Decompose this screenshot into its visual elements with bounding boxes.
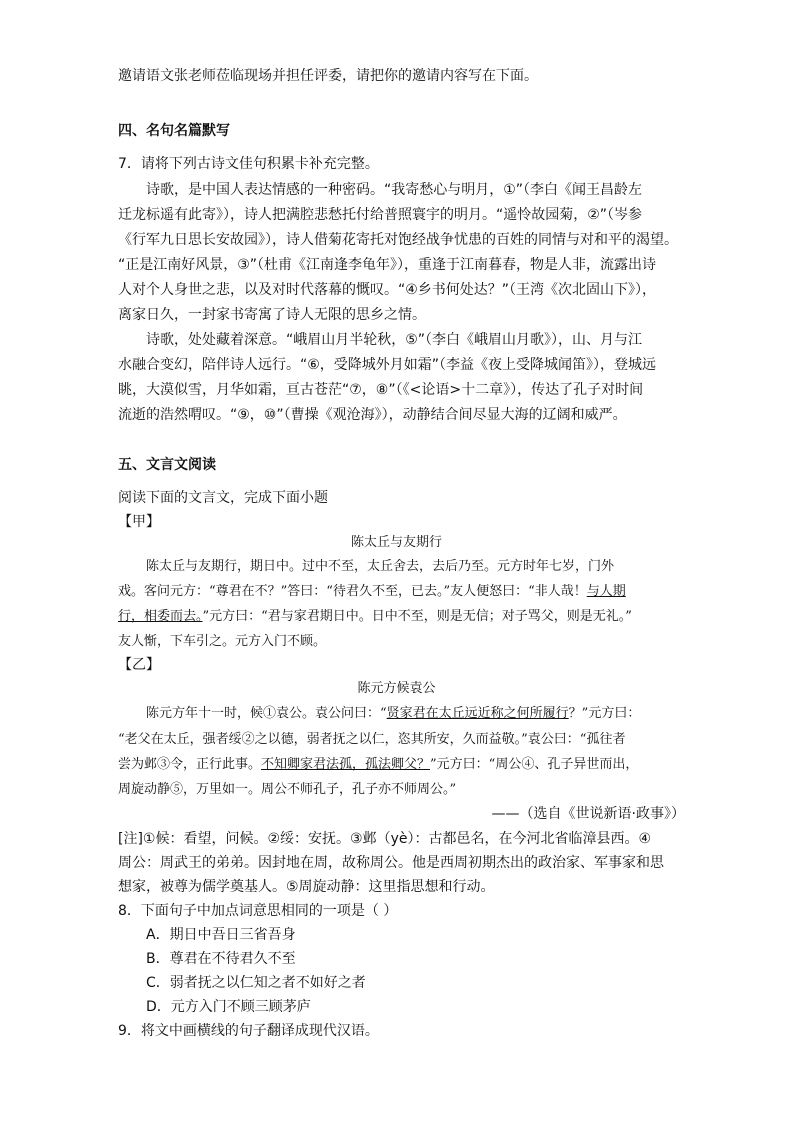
- option-d: D．元方入门不顾三顾茅庐: [146, 999, 311, 1015]
- poem-paragraph-2-line: 流逝的浩然喟叹。“⑨，⑩”（曹操《观沧海》），动静结合间尽显大海的辽阔和威严。: [118, 407, 627, 423]
- notes-line: 周公：周武王的弟弟。因封地在周，故称周公。他是西周初期杰出的政治家、军事家和思: [118, 855, 664, 871]
- poem-paragraph-1-line: 人对个人身世之悲，以及对时代落幕的慨叹。“④乡书何处达？”（王湾《次北固山下》），: [118, 282, 657, 298]
- yi-text-line: “老父在太丘，强者绥②之以德，弱者抚之以仁，恣其所安，久而益敬。”袁公曰：“孤往者: [118, 732, 626, 747]
- poem-paragraph-2-line: 眺，大漠似雪，月华如霜，亘古苍茫“⑦，⑧”（《<论语>十二章》），传达了孔子对时间: [118, 382, 644, 398]
- yi-text: ？”元方曰：: [568, 706, 641, 721]
- option-b: B．尊君在不待君久不至: [146, 951, 296, 967]
- poem-paragraph-2-line: 水融合变幻，陪伴诗人远行。“⑥，受降城外月如霜”（李益《夜上受降城闻笛》），登城远: [118, 357, 657, 373]
- question-8: 8．下面句子中加点词意思相同的一项是（ ）: [118, 903, 398, 919]
- underlined-sentence: 行，相委而去。: [118, 609, 203, 624]
- jia-text-line: [118, 582, 626, 602]
- jia-text-line: 陈太丘与友期行，期日中。过中不至，太丘舍去，去后乃至。元方时年七岁，门外: [146, 559, 615, 574]
- yi-text: ”元方曰：“周公④、孔子异世而出，: [430, 757, 639, 772]
- yi-text-line: 周旋动静⑤，万里如一。周公不师孔子，孔子亦不师周公。”: [118, 782, 457, 797]
- underlined-sentence: 贤家君在太丘远近称之何所履行: [386, 706, 569, 721]
- yi-title: 陈元方候袁公: [357, 681, 436, 696]
- jia-text-line: [118, 607, 632, 627]
- poem-paragraph-1-line: 诗歌，是中国人表达情感的一种密码。“我寄愁心与明月，①”（李白《闻王昌龄左: [146, 182, 643, 198]
- intro-line: 邀请语文张老师莅临现场并担任评委，请把你的邀请内容写在下面。: [118, 68, 538, 84]
- yi-label: 【乙】: [118, 657, 160, 673]
- poem-paragraph-1-line: “正是江南好风景，③”（杜甫《江南逢李龟年》），重逢于江南暮春，物是人非，流露出诗: [118, 257, 657, 273]
- section4-heading: 四、名句名篇默写: [118, 123, 230, 139]
- poem-paragraph-1-line: 《行军九日思长安故园》），诗人借菊花寄托对饱经战争忧患的百姓的同情与对和平的渴望。: [118, 232, 678, 248]
- yi-text: 陈元方年十一时，候①袁公。袁公问曰：“: [146, 706, 387, 721]
- section5-heading: 五、文言文阅读: [118, 457, 216, 473]
- yi-text-line: [146, 704, 640, 724]
- jia-text: 戏。客问元方：“尊君在不？”答曰：“待君久不至，已去。”友人便怒曰：“非人哉！: [118, 584, 587, 599]
- option-a: A．期日中吾日三省吾身: [146, 927, 296, 943]
- question-9: 9．将文中画横线的句子翻译成现代汉语。: [118, 1023, 379, 1039]
- option-c: C．弱者抚之以仁知之者不如好之者: [146, 975, 366, 991]
- yi-text-line: [118, 755, 638, 775]
- yi-text: 尝为邺③令，正行此事。: [118, 757, 262, 772]
- poem-paragraph-1-line: 离家日久，一封家书寄寓了诗人无限的思乡之情。: [118, 307, 426, 323]
- jia-text-line: 友人惭，下车引之。元方入门不顾。: [118, 634, 327, 649]
- notes-line: [注]①候：看望，问候。②绥：安抚。③邺（yè）：古都邑名，在今河北省临漳县西。④: [118, 831, 652, 847]
- poem-paragraph-1-line: 迁龙标遥有此寄》），诗人把满腔悲愁托付给普照寰宇的明月。“遥怜故园菊，②”（岑参: [118, 207, 643, 223]
- reading-instruction: 阅读下面的文言文，完成下面小题: [118, 490, 328, 506]
- poem-paragraph-2-line: 诗歌，处处藏着深意。“峨眉山月半轮秋，⑤”（李白《峨眉山月歌》），山、月与江: [146, 332, 643, 348]
- jia-title: 陈太丘与友期行: [350, 535, 442, 550]
- underlined-sentence: 不知卿家君法孤，孤法卿父？: [261, 757, 431, 772]
- notes-line: 想家，被尊为儒学奠基人。⑤周旋动静：这里指思想和行动。: [118, 879, 495, 895]
- question-7: 7．请将下列古诗文佳句积累卡补充完整。: [118, 156, 379, 172]
- jia-label: 【甲】: [118, 514, 160, 530]
- underlined-sentence: 与人期: [586, 584, 626, 599]
- source-citation: ——（选自《世说新语·政事》）: [491, 806, 685, 822]
- jia-text: ”元方曰：“君与家君期日中。日中不至，则是无信；对子骂父，则是无礼。”: [202, 609, 632, 624]
